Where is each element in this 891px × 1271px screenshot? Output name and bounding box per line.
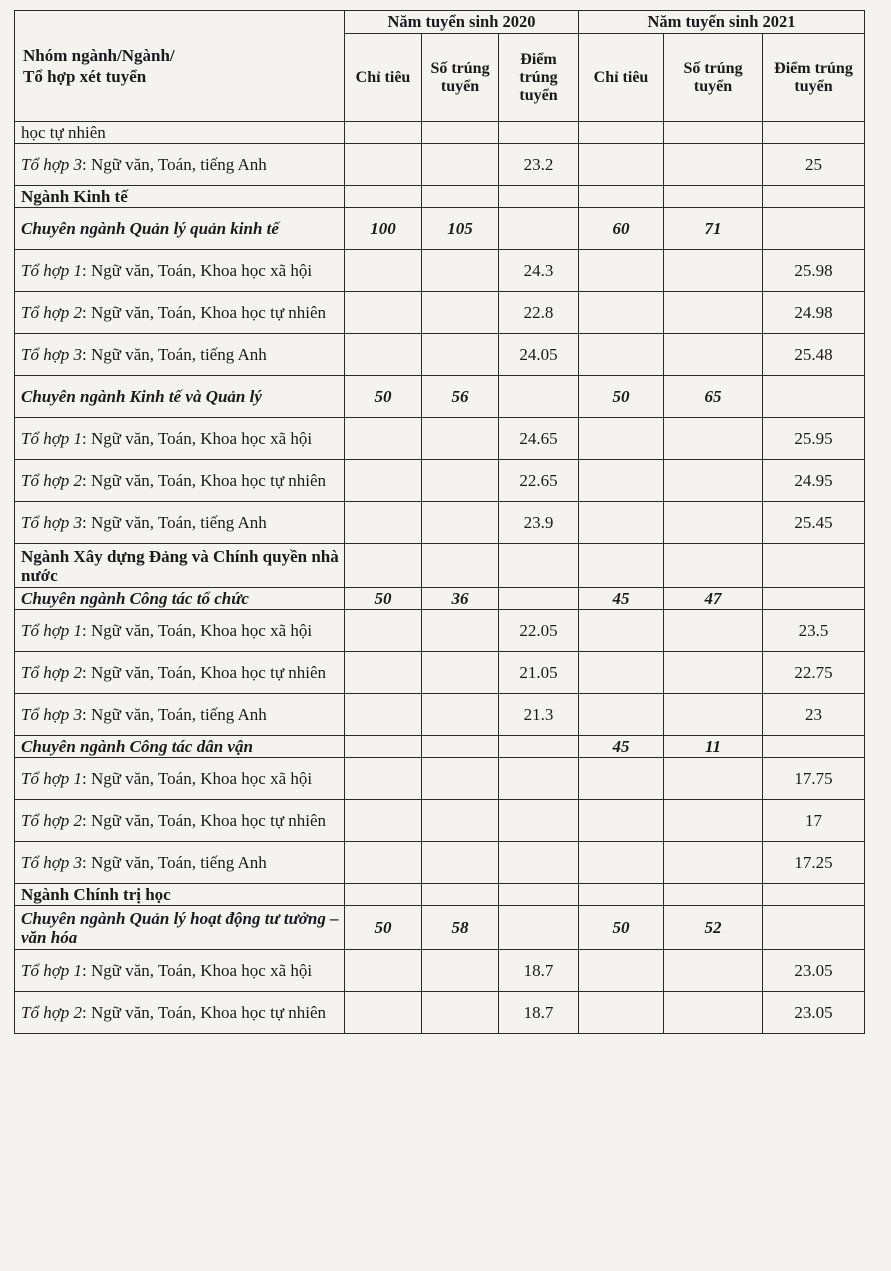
row-text: : Ngữ văn, Toán, tiếng Anh bbox=[82, 345, 267, 364]
cell-a20 bbox=[422, 122, 499, 144]
cell-s21: 25.95 bbox=[763, 418, 865, 460]
cell-s20: 21.05 bbox=[499, 652, 579, 694]
header-main-column: Nhóm ngành/Ngành/ Tổ hợp xét tuyển bbox=[15, 11, 345, 122]
row-label bbox=[15, 502, 345, 544]
row-text: : Ngữ văn, Toán, Khoa học xã hội bbox=[82, 769, 313, 788]
cell-q20 bbox=[345, 758, 422, 800]
cell-a20: 58 bbox=[422, 906, 499, 950]
cell-s21 bbox=[763, 544, 865, 588]
row-label bbox=[15, 950, 345, 992]
table-row bbox=[15, 460, 865, 502]
cell-s20 bbox=[499, 736, 579, 758]
row-text: : Ngữ văn, Toán, Khoa học xã hội bbox=[82, 961, 313, 980]
table-row bbox=[15, 502, 865, 544]
cell-s21: 23.05 bbox=[763, 950, 865, 992]
row-text: Ngành Kinh tế bbox=[21, 187, 128, 206]
row-label bbox=[15, 610, 345, 652]
cell-q20 bbox=[345, 122, 422, 144]
cell-q21 bbox=[579, 418, 664, 460]
cell-q21 bbox=[579, 884, 664, 906]
row-label bbox=[15, 376, 345, 418]
cell-q21: 50 bbox=[579, 376, 664, 418]
row-label bbox=[15, 842, 345, 884]
cell-a20 bbox=[422, 842, 499, 884]
cell-s21 bbox=[763, 186, 865, 208]
cell-q21 bbox=[579, 610, 664, 652]
row-label bbox=[15, 544, 345, 588]
row-text: : Ngữ văn, Toán, Khoa học tự nhiên bbox=[82, 471, 327, 490]
cell-q21: 45 bbox=[579, 588, 664, 610]
cell-s20 bbox=[499, 544, 579, 588]
cell-q20 bbox=[345, 292, 422, 334]
row-text: : Ngữ văn, Toán, Khoa học tự nhiên bbox=[82, 811, 327, 830]
cell-q21 bbox=[579, 334, 664, 376]
cell-s20 bbox=[499, 842, 579, 884]
cell-q21 bbox=[579, 800, 664, 842]
row-label bbox=[15, 208, 345, 250]
cell-a21: 71 bbox=[664, 208, 763, 250]
row-label bbox=[15, 884, 345, 906]
cell-q21 bbox=[579, 694, 664, 736]
cell-s21 bbox=[763, 906, 865, 950]
admission-table bbox=[14, 10, 865, 1034]
cell-a21 bbox=[664, 122, 763, 144]
cell-s21 bbox=[763, 588, 865, 610]
cell-q20: 50 bbox=[345, 376, 422, 418]
cell-a21 bbox=[664, 144, 763, 186]
cell-s21: 22.75 bbox=[763, 652, 865, 694]
cell-q21 bbox=[579, 292, 664, 334]
table-row bbox=[15, 588, 865, 610]
combo-prefix: Tổ hợp 3 bbox=[21, 345, 83, 364]
cell-a20 bbox=[422, 950, 499, 992]
cell-a20 bbox=[422, 186, 499, 208]
cell-a21 bbox=[664, 502, 763, 544]
combo-prefix: Tổ hợp 3 bbox=[21, 853, 83, 872]
table-row bbox=[15, 736, 865, 758]
cell-a21 bbox=[664, 884, 763, 906]
table-row bbox=[15, 376, 865, 418]
row-text: : Ngữ văn, Toán, tiếng Anh bbox=[82, 155, 267, 174]
table-row bbox=[15, 694, 865, 736]
cell-q21: 60 bbox=[579, 208, 664, 250]
cell-s21 bbox=[763, 736, 865, 758]
cell-a20 bbox=[422, 736, 499, 758]
row-text: : Ngữ văn, Toán, tiếng Anh bbox=[82, 513, 267, 532]
row-text: Chuyên ngành Kinh tế và Quản lý bbox=[21, 387, 262, 406]
row-text: : Ngữ văn, Toán, Khoa học tự nhiên bbox=[82, 663, 327, 682]
cell-a20 bbox=[422, 694, 499, 736]
combo-prefix: Tổ hợp 1 bbox=[21, 429, 83, 448]
cell-s20 bbox=[499, 122, 579, 144]
cell-q20 bbox=[345, 502, 422, 544]
table-row bbox=[15, 144, 865, 186]
row-text: : Ngữ văn, Toán, Khoa học xã hội bbox=[82, 429, 313, 448]
row-text: Ngành Xây dựng Đảng và Chính quyền nhà nước bbox=[21, 546, 339, 585]
row-text: : Ngữ văn, Toán, tiếng Anh bbox=[82, 853, 267, 872]
cell-s20 bbox=[499, 884, 579, 906]
table-row bbox=[15, 950, 865, 992]
cell-q20 bbox=[345, 186, 422, 208]
row-text: Chuyên ngành Quản lý hoạt động tư tưởng – văn hóa bbox=[21, 908, 339, 947]
cell-s20: 23.2 bbox=[499, 144, 579, 186]
cell-s21 bbox=[763, 376, 865, 418]
cell-q21 bbox=[579, 460, 664, 502]
combo-prefix: Tổ hợp 1 bbox=[21, 961, 83, 980]
cell-q21: 50 bbox=[579, 906, 664, 950]
row-label bbox=[15, 652, 345, 694]
table-row bbox=[15, 334, 865, 376]
admission-table-page bbox=[14, 10, 865, 1034]
table-row bbox=[15, 292, 865, 334]
row-label bbox=[15, 334, 345, 376]
cell-a20 bbox=[422, 992, 499, 1034]
cell-q21: 45 bbox=[579, 736, 664, 758]
cell-q20 bbox=[345, 736, 422, 758]
cell-q20 bbox=[345, 144, 422, 186]
table-row bbox=[15, 208, 865, 250]
cell-a20: 105 bbox=[422, 208, 499, 250]
row-label bbox=[15, 122, 345, 144]
row-text: học tự nhiên bbox=[21, 123, 106, 142]
cell-s21: 25.98 bbox=[763, 250, 865, 292]
table-header bbox=[15, 11, 865, 122]
cell-s21: 23.05 bbox=[763, 992, 865, 1034]
cell-a20 bbox=[422, 610, 499, 652]
cell-q20 bbox=[345, 842, 422, 884]
cell-s20: 24.3 bbox=[499, 250, 579, 292]
cell-q20 bbox=[345, 460, 422, 502]
row-text: Chuyên ngành Quản lý quản kinh tế bbox=[21, 219, 279, 238]
cell-s20: 24.65 bbox=[499, 418, 579, 460]
row-text: : Ngữ văn, Toán, Khoa học xã hội bbox=[82, 621, 313, 640]
cell-a21 bbox=[664, 292, 763, 334]
cell-q21 bbox=[579, 144, 664, 186]
row-label bbox=[15, 460, 345, 502]
cell-a21 bbox=[664, 992, 763, 1034]
table-row bbox=[15, 610, 865, 652]
table-row bbox=[15, 992, 865, 1034]
cell-s21: 17 bbox=[763, 800, 865, 842]
cell-q20: 50 bbox=[345, 906, 422, 950]
cell-s20 bbox=[499, 906, 579, 950]
cell-s21: 25 bbox=[763, 144, 865, 186]
cell-s20 bbox=[499, 758, 579, 800]
header-score-2020: Điểm trúng tuyển bbox=[499, 34, 579, 122]
row-label bbox=[15, 250, 345, 292]
cell-s20: 24.05 bbox=[499, 334, 579, 376]
combo-prefix: Tổ hợp 2 bbox=[21, 811, 83, 830]
combo-prefix: Tổ hợp 1 bbox=[21, 769, 83, 788]
cell-a20 bbox=[422, 502, 499, 544]
cell-a21: 47 bbox=[664, 588, 763, 610]
row-text: : Ngữ văn, Toán, Khoa học tự nhiên bbox=[82, 1003, 327, 1022]
cell-s20: 22.8 bbox=[499, 292, 579, 334]
cell-q20 bbox=[345, 652, 422, 694]
row-label bbox=[15, 800, 345, 842]
table-row bbox=[15, 800, 865, 842]
row-label bbox=[15, 292, 345, 334]
row-label bbox=[15, 736, 345, 758]
row-text: Ngành Chính trị học bbox=[21, 885, 171, 904]
cell-q20 bbox=[345, 800, 422, 842]
cell-s20 bbox=[499, 588, 579, 610]
row-text: Chuyên ngành Công tác tổ chức bbox=[21, 589, 249, 608]
cell-q21 bbox=[579, 758, 664, 800]
header-quota-2021: Chỉ tiêu bbox=[579, 34, 664, 122]
row-label bbox=[15, 186, 345, 208]
cell-q21 bbox=[579, 250, 664, 292]
row-label bbox=[15, 418, 345, 460]
cell-a21: 11 bbox=[664, 736, 763, 758]
cell-a20 bbox=[422, 652, 499, 694]
cell-a21 bbox=[664, 334, 763, 376]
cell-a20: 36 bbox=[422, 588, 499, 610]
cell-s21 bbox=[763, 122, 865, 144]
cell-a20 bbox=[422, 292, 499, 334]
cell-a20: 56 bbox=[422, 376, 499, 418]
cell-a21 bbox=[664, 800, 763, 842]
cell-s21: 24.98 bbox=[763, 292, 865, 334]
cell-a21: 65 bbox=[664, 376, 763, 418]
cell-a20 bbox=[422, 884, 499, 906]
combo-prefix: Tổ hợp 3 bbox=[21, 705, 83, 724]
cell-a20 bbox=[422, 250, 499, 292]
cell-s21: 25.45 bbox=[763, 502, 865, 544]
cell-a20 bbox=[422, 544, 499, 588]
combo-prefix: Tổ hợp 1 bbox=[21, 261, 83, 280]
table-row bbox=[15, 186, 865, 208]
combo-prefix: Tổ hợp 3 bbox=[21, 155, 83, 174]
cell-a21 bbox=[664, 610, 763, 652]
cell-s20: 22.05 bbox=[499, 610, 579, 652]
cell-s20 bbox=[499, 186, 579, 208]
row-label bbox=[15, 144, 345, 186]
cell-q20 bbox=[345, 992, 422, 1034]
combo-prefix: Tổ hợp 1 bbox=[21, 621, 83, 640]
table-row bbox=[15, 418, 865, 460]
row-text: : Ngữ văn, Toán, tiếng Anh bbox=[82, 705, 267, 724]
cell-q20 bbox=[345, 610, 422, 652]
cell-a20 bbox=[422, 334, 499, 376]
cell-s21: 17.25 bbox=[763, 842, 865, 884]
combo-prefix: Tổ hợp 2 bbox=[21, 471, 83, 490]
cell-s21: 17.75 bbox=[763, 758, 865, 800]
cell-s21: 25.48 bbox=[763, 334, 865, 376]
cell-q21 bbox=[579, 950, 664, 992]
cell-a20 bbox=[422, 460, 499, 502]
cell-a21 bbox=[664, 652, 763, 694]
row-label bbox=[15, 992, 345, 1034]
table-row bbox=[15, 758, 865, 800]
cell-s20: 22.65 bbox=[499, 460, 579, 502]
row-label bbox=[15, 588, 345, 610]
cell-q21 bbox=[579, 122, 664, 144]
cell-s21: 23.5 bbox=[763, 610, 865, 652]
cell-q20: 50 bbox=[345, 588, 422, 610]
header-year-2021: Năm tuyển sinh 2021 bbox=[579, 11, 865, 34]
combo-prefix: Tổ hợp 2 bbox=[21, 1003, 83, 1022]
header-admitted-2021: Số trúng tuyển bbox=[664, 34, 763, 122]
cell-a21 bbox=[664, 418, 763, 460]
cell-a21 bbox=[664, 186, 763, 208]
row-label bbox=[15, 694, 345, 736]
cell-a20 bbox=[422, 144, 499, 186]
cell-a21: 52 bbox=[664, 906, 763, 950]
cell-a21 bbox=[664, 460, 763, 502]
cell-s20 bbox=[499, 376, 579, 418]
row-label bbox=[15, 906, 345, 950]
cell-a20 bbox=[422, 758, 499, 800]
cell-a20 bbox=[422, 418, 499, 460]
cell-s20 bbox=[499, 208, 579, 250]
table-row bbox=[15, 842, 865, 884]
cell-a21 bbox=[664, 544, 763, 588]
cell-s20 bbox=[499, 800, 579, 842]
table-body bbox=[15, 122, 865, 1034]
header-quota-2020: Chỉ tiêu bbox=[345, 34, 422, 122]
cell-s21 bbox=[763, 208, 865, 250]
row-text: : Ngữ văn, Toán, Khoa học tự nhiên bbox=[82, 303, 327, 322]
cell-q21 bbox=[579, 652, 664, 694]
cell-s21 bbox=[763, 884, 865, 906]
table-row bbox=[15, 544, 865, 588]
cell-q21 bbox=[579, 992, 664, 1034]
cell-s20: 18.7 bbox=[499, 950, 579, 992]
cell-q20 bbox=[345, 884, 422, 906]
cell-a21 bbox=[664, 250, 763, 292]
cell-q20 bbox=[345, 250, 422, 292]
cell-s21: 23 bbox=[763, 694, 865, 736]
table-row bbox=[15, 884, 865, 906]
combo-prefix: Tổ hợp 3 bbox=[21, 513, 83, 532]
header-year-2020: Năm tuyển sinh 2020 bbox=[345, 11, 579, 34]
cell-q21 bbox=[579, 502, 664, 544]
row-text: : Ngữ văn, Toán, Khoa học xã hội bbox=[82, 261, 313, 280]
table-row bbox=[15, 250, 865, 292]
cell-q21 bbox=[579, 842, 664, 884]
cell-s20: 18.7 bbox=[499, 992, 579, 1034]
row-label bbox=[15, 758, 345, 800]
cell-q20 bbox=[345, 334, 422, 376]
table-row bbox=[15, 906, 865, 950]
cell-q21 bbox=[579, 544, 664, 588]
cell-q21 bbox=[579, 186, 664, 208]
combo-prefix: Tổ hợp 2 bbox=[21, 663, 83, 682]
cell-s21: 24.95 bbox=[763, 460, 865, 502]
cell-q20 bbox=[345, 694, 422, 736]
cell-a21 bbox=[664, 842, 763, 884]
row-text: Chuyên ngành Công tác dân vận bbox=[21, 737, 253, 756]
header-admitted-2020: Số trúng tuyển bbox=[422, 34, 499, 122]
table-row bbox=[15, 652, 865, 694]
cell-s20: 21.3 bbox=[499, 694, 579, 736]
table-row bbox=[15, 122, 865, 144]
cell-q20 bbox=[345, 544, 422, 588]
combo-prefix: Tổ hợp 2 bbox=[21, 303, 83, 322]
cell-a21 bbox=[664, 758, 763, 800]
cell-a21 bbox=[664, 694, 763, 736]
cell-q20 bbox=[345, 950, 422, 992]
cell-a21 bbox=[664, 950, 763, 992]
cell-q20 bbox=[345, 418, 422, 460]
cell-q20: 100 bbox=[345, 208, 422, 250]
header-score-2021: Điểm trúng tuyển bbox=[763, 34, 865, 122]
cell-a20 bbox=[422, 800, 499, 842]
cell-s20: 23.9 bbox=[499, 502, 579, 544]
